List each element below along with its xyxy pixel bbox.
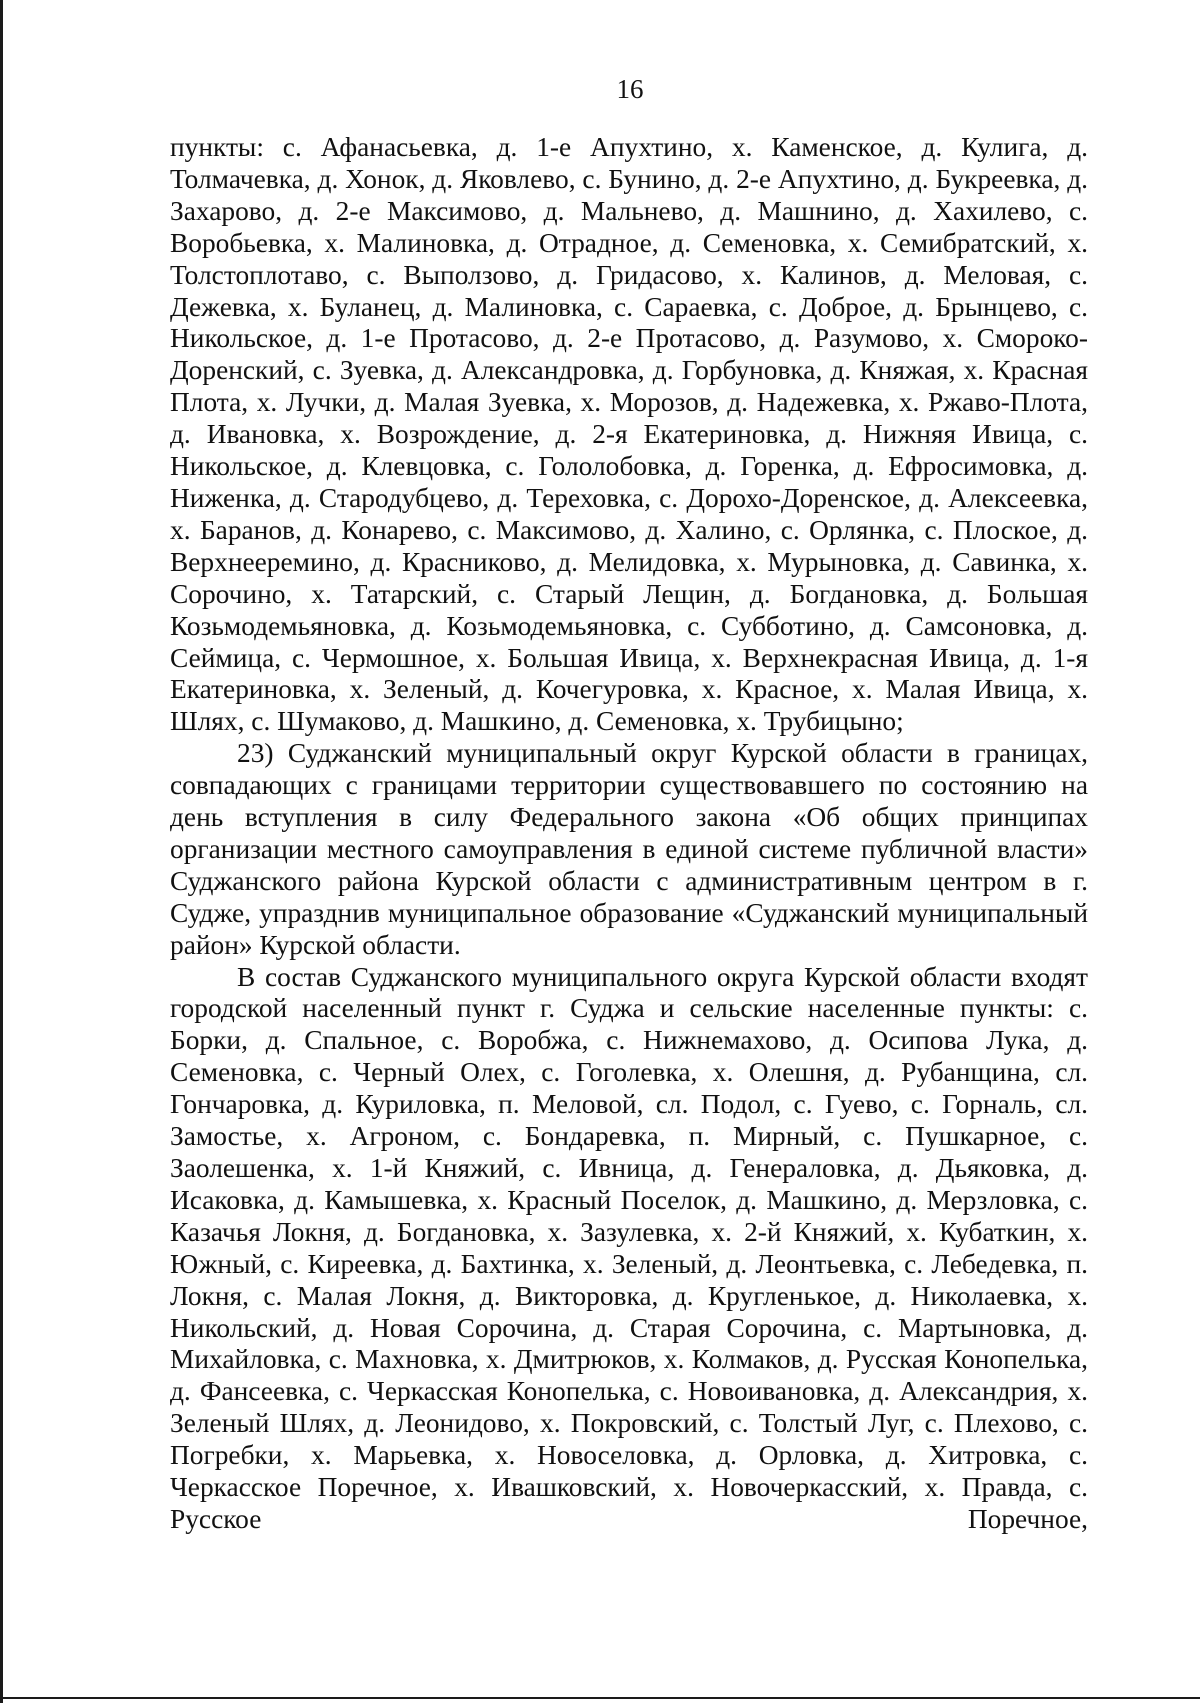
scan-border-bottom [0,1697,1200,1699]
paragraph-item-23: 23) Суджанский муниципальный округ Курской области в границах, совпадающих с границами территории существовавшего по состоянию на день вступления в силу Федерального закона «Об общих принципах организации местного самоуправления в единой системе публичной власти» Суджанского района Курской области с административным центром в г. Судже, упразднив муниципальное образование «Суджанский муниципальный район» Курской области. [170,738,1088,960]
scan-border-left [0,0,3,1703]
paragraph-settlements-list-continued: пункты: с. Афанасьевка, д. 1-е Апухтино, х. Каменское, д. Кулига, д. Толмачевка, д. Хонок, д. Яковлево, с. Бунино, д. 2-е Апухтино, д. Букреевка, д. Захарово, д. 2-е Максимово, д. Мальнево, д. Машнино, д. Хахилево, с. Воробьевка, х. Малиновка, д. Отрадное, д. Семеновка, х. Семибратский, х. Толстоплотаво, с. Выползово, д. Гридасово, х. Калинов, д. Меловая, с. Дежевка, х. Буланец, д. Малиновка, с. Сараевка, с. Доброе, д. Брынцево, с. Никольское, д. 1-е Протасово, д. 2-е Протасово, д. Разумово, х. Смороко-Доренский, с. Зуевка, д. Александровка, д. Горбуновка, д. Княжая, х. Красная Плота, х. Лучки, д. Малая Зуевка, х. Морозов, д. Надежевка, х. Ржаво-Плота, д. Ивановка, х. Возрождение, д. 2-я Екатериновка, д. Нижняя Ивица, с. Никольское, д. Клевцовка, с. Гололобовка, д. Горенка, д. Ефросимовка, д. Ниженка, д. Стародубцево, д. Тереховка, с. Дорохо-Доренское, д. Алексеевка, х. Баранов, д. Конарево, с. Максимово, д. Халино, с. Орлянка, с. Плоское, д. Верхнееремино, д. Красниково, д. Мелидовка, х. Мурыновка, д. Савинка, х. Сорочино, х. Татарский, с. Старый Лещин, д. Богдановка, д. Большая Козьмодемьяновка, д. Козьмодемьяновка, с. Субботино, д. Самсоновка, д. Сеймица, с. Чермошное, х. Большая Ивица, х. Верхнекрасная Ивица, д. 1-я Екатериновка, х. Зеленый, д. Кочегуровка, х. Красное, х. Малая Ивица, х. Шлях, с. Шумаково, д. Машкино, д. Семеновка, х. Трубицыно; [170,132,1088,737]
paragraph-sudzha-composition: В состав Суджанского муниципального округа Курской области входят городской населенный пункт г. Суджа и сельские населенные пункты: с. Борки, д. Спальное, с. Воробжа, с. Нижнемахово, д. Осипова Лука, д. Семеновка, с. Черный Олех, с. Гоголевка, х. Олешня, д. Рубанщина, сл. Гончаровка, д. Куриловка, п. Меловой, сл. Подол, с. Гуево, с. Горналь, сл. Замостье, х. Агроном, с. Бондаревка, п. Мирный, с. Пушкарное, с. Заолешенка, х. 1-й Княжий, с. Ивница, д. Генераловка, д. Дьяковка, д. Исаковка, д. Камышевка, х. Красный Поселок, д. Машкино, д. Мерзловка, с. Казачья Локня, д. Богдановка, х. Зазулевка, х. 2-й Княжий, х. Кубаткин, х. Южный, с. Киреевка, д. Бахтинка, х. Зеленый, д. Леонтьевка, с. Лебедевка, п. Локня, с. Малая Локня, д. Викторовка, д. Кругленькое, д. Николаевка, х. Никольский, д. Новая Сорочина, д. Старая Сорочина, с. Мартыновка, д. Михайловка, с. Махновка, х. Дмитрюков, х. Колмаков, д. Русская Конопелька, д. Фансеевка, с. Черкасская Конопелька, с. Новоивановка, д. Александрия, х. Зеленый Шлях, д. Леонидово, х. Покровский, с. Толстый Луг, с. Плехово, с. Погребки, х. Марьевка, х. Новоселовка, д. Орловка, д. Хитровка, с. Черкасское Поречное, х. Ивашковский, х. Новочеркасский, х. Правда, с. Русское Поречное, [170,961,1088,1534]
document-body [170,132,1088,1536]
page-number: 16 [616,74,644,104]
